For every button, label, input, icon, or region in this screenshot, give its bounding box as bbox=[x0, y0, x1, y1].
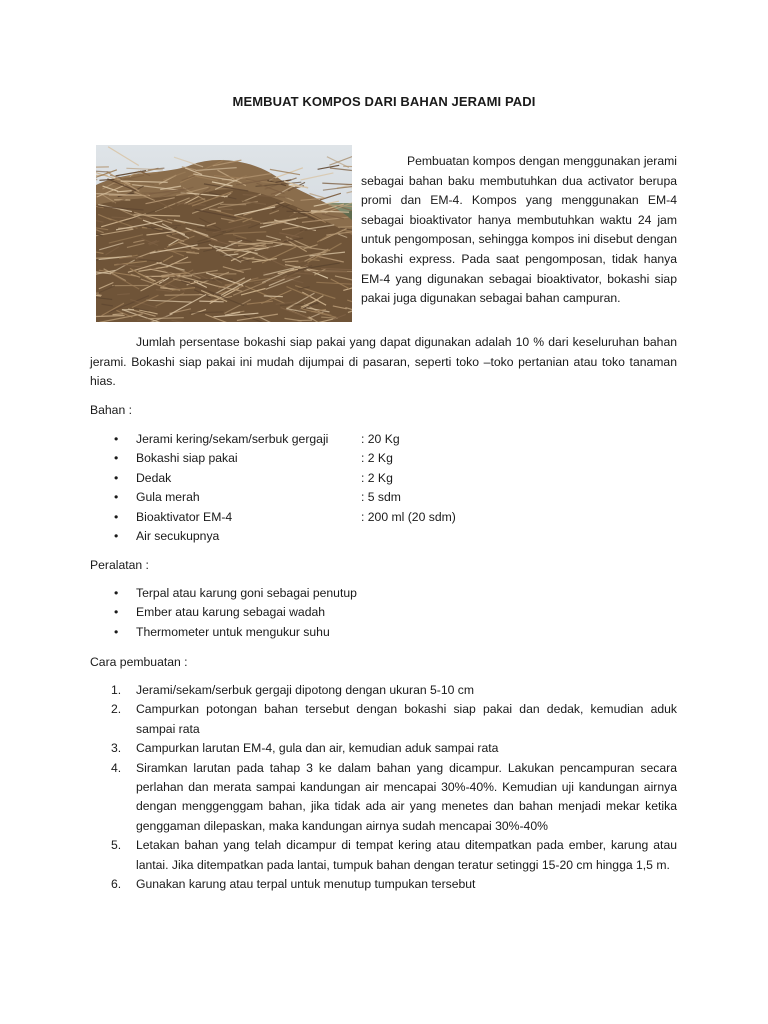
list-item bbox=[90, 488, 550, 507]
bullet-icon: • bbox=[114, 624, 119, 639]
step-number: 4. bbox=[111, 760, 122, 775]
bahan-name: Bioaktivator EM-4 bbox=[136, 509, 233, 524]
document-title: MEMBUAT KOMPOS DARI BAHAN JERAMI PADI bbox=[232, 94, 536, 109]
list-item bbox=[90, 527, 550, 546]
peralatan-item: Terpal atau karung goni sebagai penutup bbox=[136, 586, 357, 600]
bahan-name: Jerami kering/sekam/serbuk gergaji bbox=[136, 432, 329, 446]
bullet-icon: • bbox=[114, 586, 119, 600]
bahan-qty: : 20 Kg bbox=[361, 432, 400, 446]
step-item bbox=[90, 681, 677, 700]
cara-steps-list bbox=[90, 681, 677, 894]
intro-paragraph: Pembuatan kompos dengan menggunakan jerami sebagai bahan baku membutuhkan dua activator berupa promi dan EM-4. Kompos yang menggunakan EM-4 sebagai bioaktivator hanya membutuhkan waktu 24 jam untuk pengomposan, sehingga kompos ini disebut dengan bokashi express. Pada saat pengomposan, tidak hanya EM-4 yang digunakan sebagai bioaktivator, bokashi siap pakai juga digunakan sebagai bahan campuran. bbox=[361, 154, 677, 306]
peralatan-list bbox=[90, 584, 550, 642]
bullet-icon: • bbox=[114, 432, 119, 446]
step-item bbox=[90, 875, 677, 894]
bahan-name: Bokashi siap pakai bbox=[136, 451, 238, 466]
step-number: 6. bbox=[111, 877, 122, 892]
bahan-qty: : 2 Kg bbox=[361, 470, 393, 485]
peralatan-item: Ember atau karung sebagai wadah bbox=[136, 605, 326, 620]
list-item bbox=[90, 508, 550, 527]
step-item bbox=[90, 739, 677, 758]
list-item bbox=[90, 449, 550, 468]
step-item bbox=[90, 836, 677, 875]
step-text: Jerami/sekam/serbuk gergaji dipotong dengan ukuran 5-10 cm bbox=[136, 683, 475, 697]
step-number: 5. bbox=[111, 838, 122, 853]
peralatan-heading: Peralatan : bbox=[90, 558, 149, 572]
rice-straw-photo bbox=[96, 145, 352, 322]
bahan-list bbox=[90, 430, 550, 546]
peralatan-item: Thermometer untuk mengukur suhu bbox=[136, 624, 330, 639]
step-item bbox=[90, 759, 677, 837]
list-item bbox=[90, 584, 550, 603]
bahan-heading: Bahan : bbox=[90, 403, 133, 417]
cara-heading: Cara pembuatan : bbox=[90, 655, 188, 669]
step-text: Letakan bahan yang telah dicampur di tempat kering atau ditempatkan pada ember, karung atau lantai. Jika ditempatkan pada lantai, tumpuk bahan dengan teratur setinggi 15-20 cm hingga 1,5 m. bbox=[136, 838, 677, 872]
bahan-name: Gula merah bbox=[136, 490, 200, 505]
step-number: 2. bbox=[111, 702, 122, 717]
bullet-icon: • bbox=[114, 470, 119, 485]
step-text: Campurkan potongan bahan tersebut dengan bokashi siap pakai dan dedak, kemudian aduk sampai rata bbox=[136, 702, 677, 736]
list-item bbox=[90, 469, 550, 488]
list-item bbox=[90, 430, 550, 449]
body-paragraph: Jumlah persentase bokashi siap pakai yang dapat digunakan adalah 10 % dari keseluruhan bahan jerami. Bokashi siap pakai ini mudah dijumpai di pasaran, seperti toko –toko pertanian atau toko tanaman hias. bbox=[90, 335, 677, 389]
step-number: 1. bbox=[111, 683, 122, 697]
bullet-icon: • bbox=[114, 528, 119, 543]
step-text: Siramkan larutan pada tahap 3 ke dalam bahan yang dicampur. Lakukan pencampuran secara perlahan dan merata sampai kandungan air mencapai 30%-40%. Kemudian uji kandungan airnya dengan menggenggam bahan, jika tidak ada air yang menetes dan bahan menjadi mekar ketika genggaman dilepaskan, maka kandungan airnya sudah mencapai 30%-40% bbox=[136, 760, 677, 833]
bullet-icon: • bbox=[114, 605, 119, 620]
bullet-icon: • bbox=[114, 451, 119, 466]
step-number: 3. bbox=[111, 741, 122, 756]
step-item bbox=[90, 700, 677, 739]
bahan-qty: : 2 Kg bbox=[361, 451, 393, 466]
step-text: Gunakan karung atau terpal untuk menutup tumpukan tersebut bbox=[136, 877, 476, 892]
list-item bbox=[90, 623, 550, 642]
bahan-qty: : 200 ml (20 sdm) bbox=[361, 509, 456, 524]
bullet-icon: • bbox=[114, 490, 119, 505]
bullet-icon: • bbox=[114, 509, 119, 524]
list-item bbox=[90, 603, 550, 622]
bahan-qty: : 5 sdm bbox=[361, 490, 401, 505]
bahan-name: Dedak bbox=[136, 470, 172, 485]
step-text: Campurkan larutan EM-4, gula dan air, kemudian aduk sampai rata bbox=[136, 741, 499, 756]
bahan-name: Air secukupnya bbox=[136, 528, 220, 543]
